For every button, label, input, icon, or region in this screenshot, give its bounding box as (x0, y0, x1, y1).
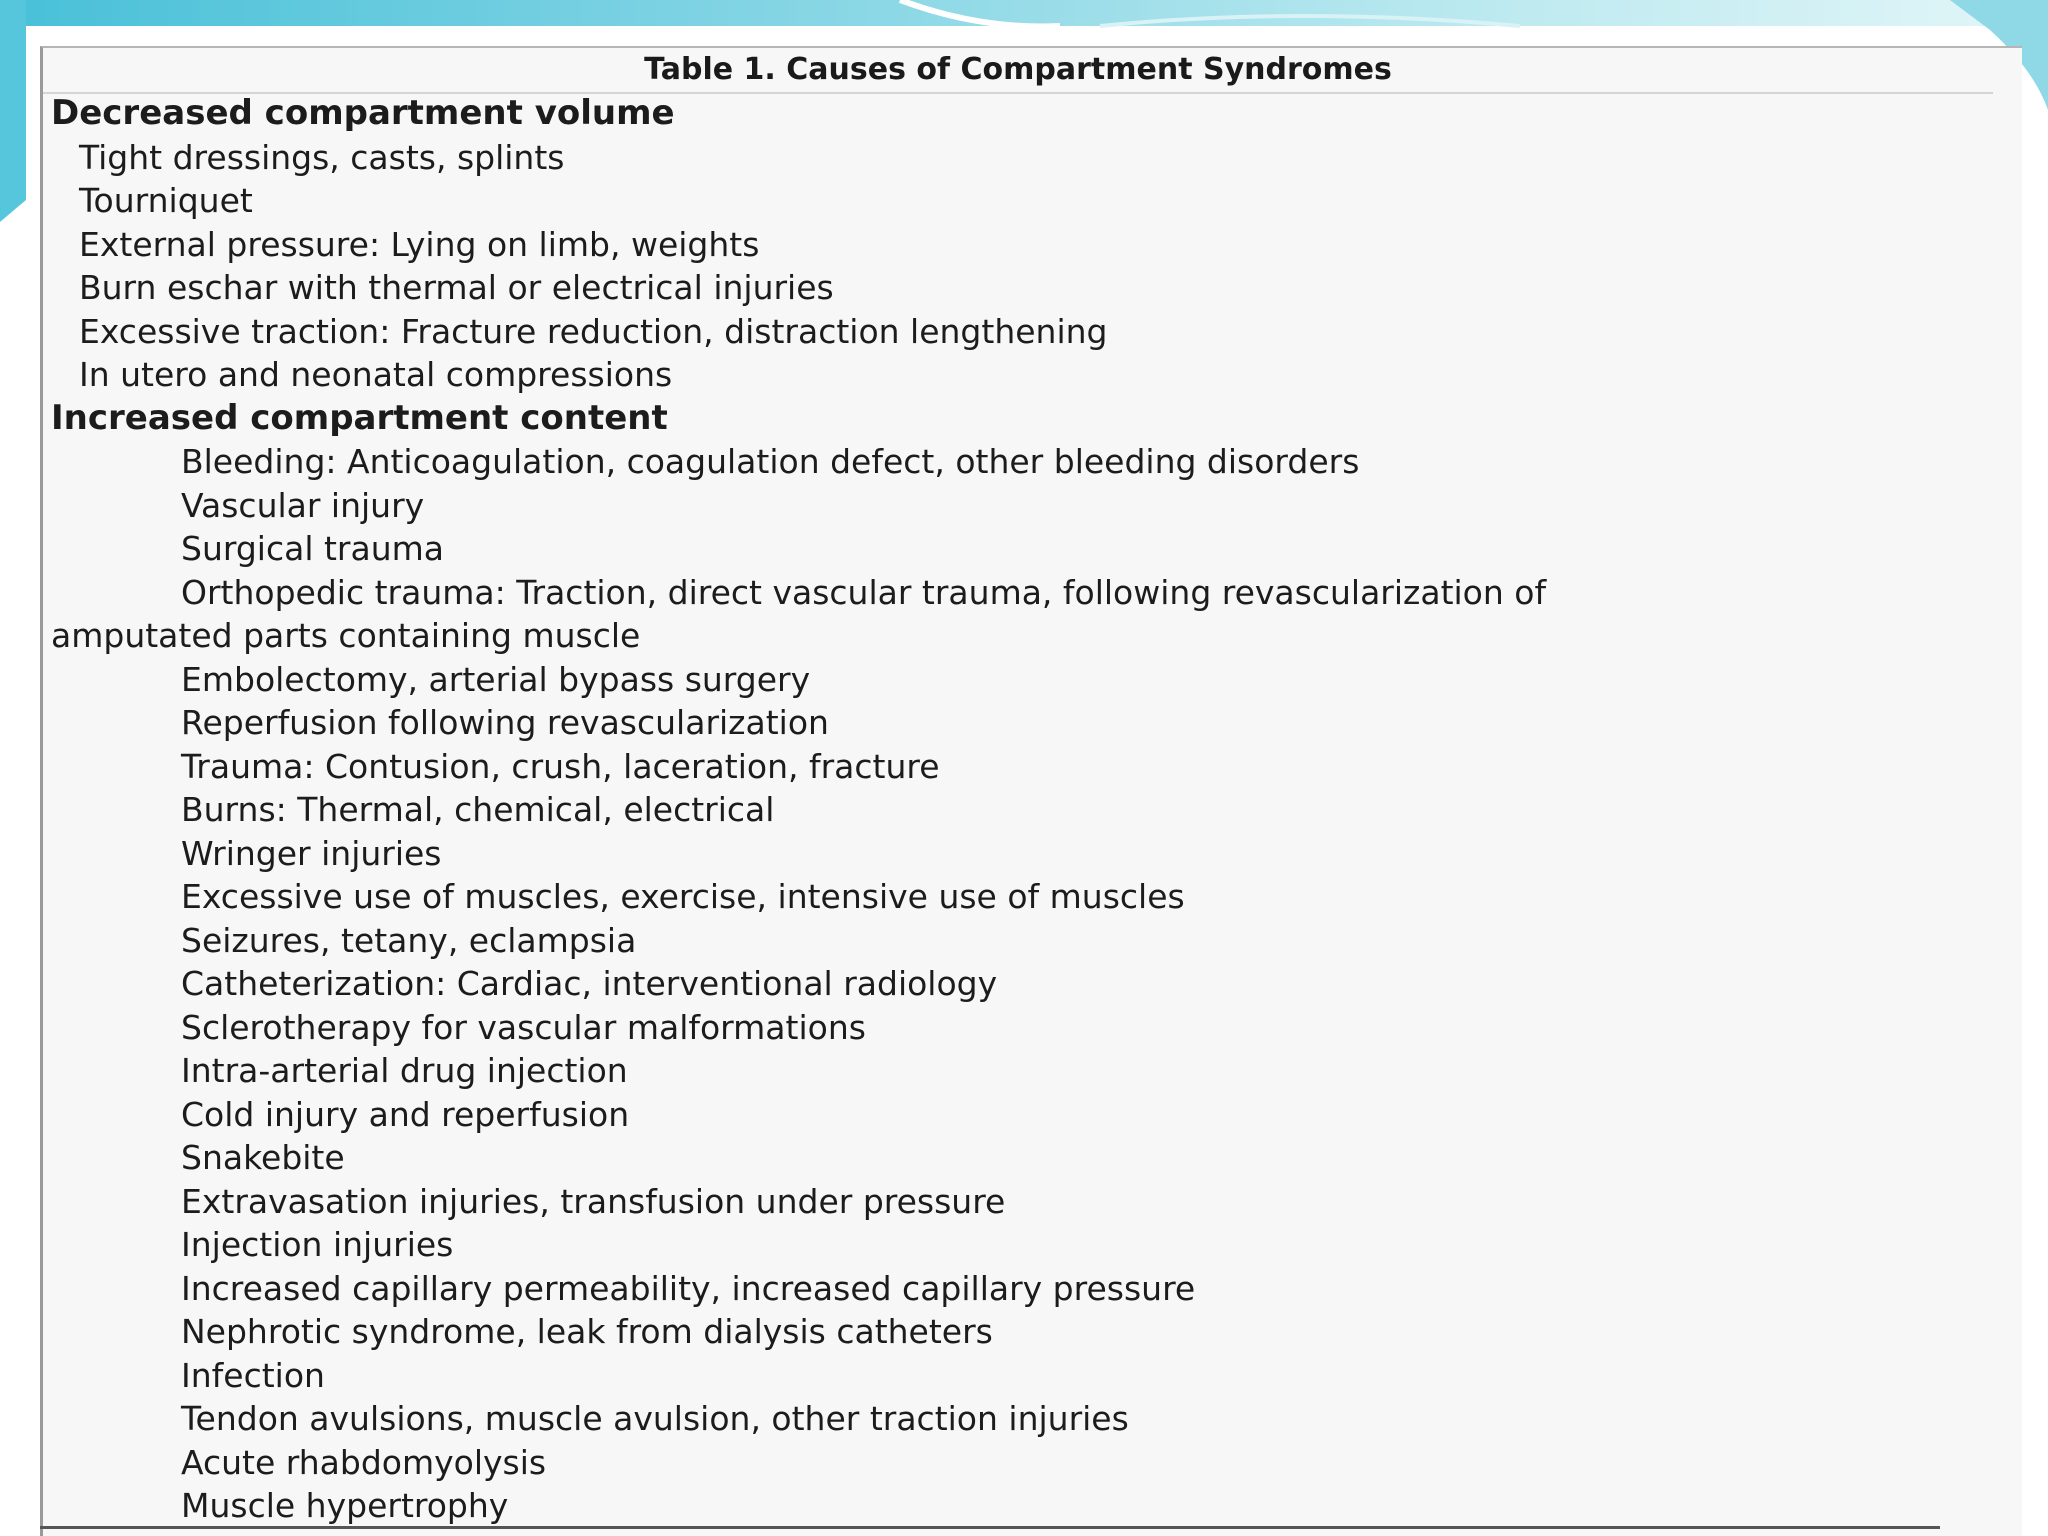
table-rows (51, 92, 1981, 1528)
list-item: Cold injury and reperfusion (181, 1094, 630, 1134)
list-item: Vascular injury (181, 485, 425, 525)
list-item: Tight dressings, casts, splints (79, 137, 565, 177)
list-item: Excessive use of muscles, exercise, intensive use of muscles (181, 877, 1185, 916)
list-item: Surgical trauma (181, 529, 445, 568)
list-item: In utero and neonatal compressions (79, 355, 673, 394)
list-item: Bleeding: Anticoagulation, coagulation defect, other bleeding disorders (181, 442, 1360, 481)
list-item: Catheterization: Cardiac, interventional radiology (181, 964, 998, 1003)
list-item: Nephrotic syndrome, leak from dialysis catheters (181, 1312, 993, 1351)
list-item: Reperfusion following revascularization (181, 703, 829, 742)
top-accent-band (0, 0, 2048, 26)
list-item: Seizures, tetany, eclampsia (181, 920, 637, 960)
list-item: Intra-arterial drug injection (181, 1051, 628, 1090)
table-bottom-rule (40, 1526, 1940, 1529)
list-item: Burns: Thermal, chemical, electrical (181, 790, 775, 829)
causes-table (40, 46, 2022, 1536)
list-item: Trauma: Contusion, crush, laceration, fracture (181, 746, 940, 786)
table-title: Table 1. Causes of Compartment Syndromes (43, 48, 1993, 94)
list-item: Injection injuries (181, 1225, 454, 1264)
list-item: External pressure: Lying on limb, weights (79, 224, 760, 264)
list-item: Muscle hypertrophy (181, 1486, 509, 1525)
list-item-continuation: amputated parts containing muscle (51, 616, 641, 655)
list-item: Tendon avulsions, muscle avulsion, other traction injuries (181, 1399, 1129, 1438)
list-item: Excessive traction: Fracture reduction, distraction lengthening (79, 311, 1108, 351)
list-item: Burn eschar with thermal or electrical injuries (79, 268, 834, 307)
list-item: Wringer injuries (181, 833, 442, 873)
list-item: Snakebite (181, 1138, 345, 1177)
section-header-decreased-volume: Decreased compartment volume (51, 93, 675, 133)
list-item: Extravasation injuries, transfusion under pressure (181, 1181, 1006, 1221)
list-item: Acute rhabdomyolysis (181, 1442, 547, 1482)
list-item: Increased capillary permeability, increased capillary pressure (181, 1268, 1196, 1308)
list-item: Orthopedic trauma: Traction, direct vascular trauma, following revascularization of (181, 572, 1547, 612)
section-header-increased-content: Increased compartment content (51, 397, 668, 438)
left-accent-swoosh (0, 0, 26, 222)
list-item: Infection (181, 1355, 325, 1395)
list-item: Tourniquet (79, 181, 253, 220)
list-item: Embolectomy, arterial bypass surgery (181, 659, 811, 699)
list-item: Sclerotherapy for vascular malformations (181, 1007, 866, 1047)
